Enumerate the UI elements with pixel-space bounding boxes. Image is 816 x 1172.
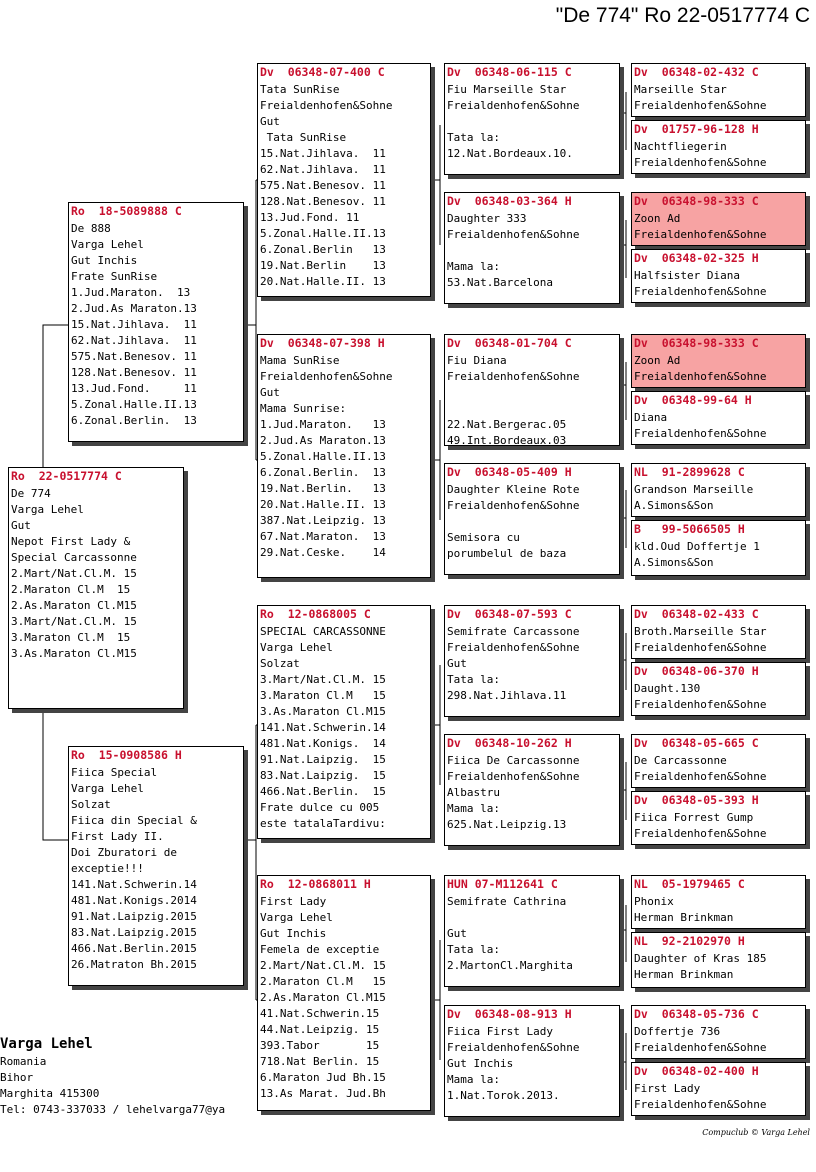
pedigree-card-ddd[interactable] bbox=[444, 1005, 620, 1117]
card-line: 5.Zonal.Halle.II.13 bbox=[260, 450, 386, 463]
card-lines bbox=[69, 221, 243, 429]
card-line: 3.Maraton Cl.M 15 bbox=[260, 689, 386, 702]
card-line: 83.Nat.Laipzig. 15 bbox=[260, 769, 386, 782]
card-line: Daughter 333 bbox=[447, 212, 527, 225]
card-line: Freialdenhofen&Sohne bbox=[634, 770, 767, 783]
card-line: De 888 bbox=[71, 222, 111, 235]
card-line: Freialdenhofen&Sohne bbox=[634, 641, 767, 654]
card-line: 13.As Marat. Jud.Bh bbox=[260, 1087, 386, 1100]
ring-number: Dv 06348-98-333 C bbox=[634, 336, 759, 350]
ring-number: Dv 06348-06-370 H bbox=[634, 664, 759, 678]
pedigree-card-g12[interactable] bbox=[631, 791, 806, 845]
card-line: Marseille Star bbox=[634, 83, 727, 96]
card-line: 2.Jud.As Maraton.13 bbox=[260, 434, 386, 447]
card-line: Varga Lehel bbox=[71, 782, 144, 795]
card-line: Mama Sunrise: bbox=[260, 402, 347, 415]
card-line: Zoon Ad bbox=[634, 354, 681, 367]
card-line: kld.Oud Doffertje 1 bbox=[634, 540, 760, 553]
card-line: Fiica din Special & bbox=[71, 814, 197, 827]
card-line: Freialdenhofen&Sohne bbox=[447, 228, 580, 241]
card-line: 2.Maraton Cl.M 15 bbox=[11, 583, 131, 596]
card-line: Freialdenhofen&Sohne bbox=[634, 99, 767, 112]
card-line: Frate SunRise bbox=[71, 270, 158, 283]
card-lines bbox=[445, 353, 619, 446]
card-line: SPECIAL CARCASSONNE bbox=[260, 625, 386, 638]
card-line: Daughter Kleine Rote bbox=[447, 483, 580, 496]
card-line: 91.Nat.Laipzig.2015 bbox=[71, 910, 197, 923]
ring-number: Ro 15-0908586 H bbox=[71, 748, 182, 762]
card-line: Mama SunRise bbox=[260, 354, 340, 367]
card-lines bbox=[258, 353, 430, 561]
card-line: Gut bbox=[11, 519, 31, 532]
ring-number: Dv 06348-05-409 H bbox=[447, 465, 572, 479]
card-line: 128.Nat.Benesov. 11 bbox=[71, 366, 197, 379]
card-line: Freialdenhofen&Sohne bbox=[260, 99, 393, 112]
card-line: Freialdenhofen&Sohne bbox=[634, 427, 767, 440]
card-line bbox=[445, 910, 619, 926]
card-line: Doffertje 736 bbox=[634, 1025, 721, 1038]
card-line: Fiica Special bbox=[71, 766, 158, 779]
card-line: 1.Nat.Torok.2013. bbox=[447, 1089, 560, 1102]
card-line: Zoon Ad bbox=[634, 212, 681, 225]
card-lines bbox=[445, 211, 619, 291]
card-line: First Lady bbox=[260, 895, 327, 908]
card-line: 2.As.Maraton Cl.M15 bbox=[11, 599, 137, 612]
card-lines bbox=[445, 894, 619, 974]
card-line: Freialdenhofen&Sohne bbox=[634, 285, 767, 298]
card-line: Gut Inchis bbox=[71, 254, 138, 267]
card-line: 1.Jud.Maraton. 13 bbox=[260, 418, 386, 431]
ring-number: Dv 06348-08-913 H bbox=[447, 1007, 572, 1021]
pedigree-card-subject[interactable] bbox=[8, 467, 184, 709]
card-line: De 774 bbox=[11, 487, 51, 500]
card-line bbox=[445, 514, 619, 530]
card-line: 29.Nat.Ceske. 14 bbox=[260, 546, 386, 559]
card-lines bbox=[632, 268, 805, 300]
card-line: 3.Mart/Nat.Cl.M. 15 bbox=[11, 615, 137, 628]
card-line: 481.Nat.Konigs.2014 bbox=[71, 894, 197, 907]
card-line: Freialdenhofen&Sohne bbox=[634, 1098, 767, 1111]
card-line: 3.Mart/Nat.Cl.M. 15 bbox=[260, 673, 386, 686]
card-line: Special Carcassonne bbox=[11, 551, 137, 564]
card-line: porumbelul de baza bbox=[447, 547, 567, 560]
ring-number: Dv 06348-03-364 H bbox=[447, 194, 572, 208]
card-line: 53.Nat.Barcelona bbox=[447, 276, 553, 289]
card-lines bbox=[632, 1024, 805, 1056]
card-line: 6.Maraton Jud Bh.15 bbox=[260, 1071, 386, 1084]
card-line: Freialdenhofen&Sohne bbox=[447, 370, 580, 383]
card-lines bbox=[632, 810, 805, 842]
ring-number: Ro 22-0517774 C bbox=[11, 469, 122, 483]
pedigree-card-g2[interactable] bbox=[631, 120, 806, 174]
card-line: Freialdenhofen&Sohne bbox=[447, 99, 580, 112]
card-line: Nachtfliegerin bbox=[634, 140, 727, 153]
card-line: Freialdenhofen&Sohne bbox=[260, 370, 393, 383]
card-line: Mama la: bbox=[447, 802, 500, 815]
card-line: Gut bbox=[260, 386, 280, 399]
card-lines bbox=[632, 410, 805, 442]
card-line: Grandson Marseille bbox=[634, 483, 754, 496]
ring-number: HUN 07-M112641 C bbox=[447, 877, 558, 891]
pedigree-card-dds[interactable] bbox=[444, 875, 620, 987]
card-line: 13.Jud.Fond. 11 bbox=[71, 382, 197, 395]
card-line: 13.Jud.Fond. 11 bbox=[260, 211, 360, 224]
ring-number: Ro 18-5089888 C bbox=[71, 204, 182, 218]
ring-number: Dv 01757-96-128 H bbox=[634, 122, 759, 136]
ring-number: NL 05-1979465 C bbox=[634, 877, 745, 891]
card-line: 5.Zonal.Halle.II.13 bbox=[71, 398, 197, 411]
card-line: Fiica First Lady bbox=[447, 1025, 553, 1038]
pedigree-card-dam[interactable] bbox=[68, 746, 244, 986]
breeder-city: Marghita 415300 bbox=[0, 1087, 100, 1100]
card-line: Gut Inchis bbox=[260, 927, 327, 940]
card-lines bbox=[632, 482, 805, 514]
card-line: Varga Lehel bbox=[11, 503, 84, 516]
card-line: 128.Nat.Benesov. 11 bbox=[260, 195, 386, 208]
card-line: 83.Nat.Laipzig.2015 bbox=[71, 926, 197, 939]
card-line: Solzat bbox=[260, 657, 300, 670]
card-line: First Lady bbox=[634, 1082, 701, 1095]
card-line: Nepot First Lady & bbox=[11, 535, 131, 548]
card-lines bbox=[445, 482, 619, 562]
card-line: Daughter of Kras 185 bbox=[634, 952, 767, 965]
card-lines bbox=[445, 1024, 619, 1104]
card-line: 62.Nat.Jihlava. 11 bbox=[260, 163, 386, 176]
card-line: Semifrate Carcassone bbox=[447, 625, 580, 638]
breeder-country: Romania bbox=[0, 1055, 47, 1068]
ring-number: Ro 12-0868005 C bbox=[260, 607, 371, 621]
credit-text: Compuclub © Varga Lehel bbox=[702, 1128, 810, 1137]
card-line: 481.Nat.Konigs. 14 bbox=[260, 737, 386, 750]
card-line: Tata SunRise bbox=[260, 83, 340, 96]
card-line: Mama la: bbox=[447, 1073, 500, 1086]
card-line: 466.Nat.Berlin.2015 bbox=[71, 942, 197, 955]
pedigree-card-g16[interactable] bbox=[631, 1062, 806, 1116]
card-line: 20.Nat.Halle.II. 13 bbox=[260, 275, 386, 288]
card-line: 44.Nat.Leipzig. 15 bbox=[260, 1023, 380, 1036]
card-lines bbox=[632, 753, 805, 785]
card-line: este tatalaTardivu: bbox=[260, 817, 386, 830]
ring-number: Dv 06348-07-398 H bbox=[260, 336, 385, 350]
pedigree-card-ssd[interactable] bbox=[444, 192, 620, 304]
card-line: 3.As.Maraton Cl.M15 bbox=[260, 705, 386, 718]
card-line: First Lady II. bbox=[71, 830, 164, 843]
card-line: Herman Brinkman bbox=[634, 968, 734, 981]
card-line: 2.MartonCl.Marghita bbox=[447, 959, 573, 972]
card-line: A.Simons&Son bbox=[634, 556, 714, 569]
breeder-info bbox=[0, 1034, 225, 1118]
card-line: 2.Jud.As Maraton.13 bbox=[71, 302, 197, 315]
card-line: 393.Tabor 15 bbox=[260, 1039, 380, 1052]
card-line: 575.Nat.Benesov. 11 bbox=[71, 350, 197, 363]
ring-number: Dv 06348-02-325 H bbox=[634, 251, 759, 265]
card-line: 2.Mart/Nat.Cl.M. 15 bbox=[11, 567, 137, 580]
card-line: 67.Nat.Maraton. 13 bbox=[260, 530, 386, 543]
card-line: 20.Nat.Halle.II. 13 bbox=[260, 498, 386, 511]
card-line: 141.Nat.Schwerin.14 bbox=[71, 878, 197, 891]
card-line: Frate dulce cu 005 bbox=[260, 801, 380, 814]
ring-number: Dv 06348-02-432 C bbox=[634, 65, 759, 79]
card-lines bbox=[9, 486, 183, 662]
ring-number: Ro 12-0868011 H bbox=[260, 877, 371, 891]
card-lines bbox=[632, 951, 805, 983]
pedigree-card-sire-dam[interactable] bbox=[257, 334, 431, 578]
card-line: Varga Lehel bbox=[71, 238, 144, 251]
card-line: Gut bbox=[447, 657, 467, 670]
page-title: "De 774" Ro 22-0517774 C bbox=[555, 4, 810, 27]
card-line: 2.Maraton Cl.M 15 bbox=[260, 975, 386, 988]
card-line: Tata la: bbox=[447, 673, 500, 686]
card-line bbox=[445, 401, 619, 417]
card-lines bbox=[632, 82, 805, 114]
ring-number: Dv 06348-02-433 C bbox=[634, 607, 759, 621]
card-line: Semifrate Cathrina bbox=[447, 895, 567, 908]
pedigree-card-dsd[interactable] bbox=[444, 734, 620, 846]
card-line: 62.Nat.Jihlava. 11 bbox=[71, 334, 197, 347]
card-line bbox=[445, 385, 619, 401]
breeder-contact: Tel: 0743-337033 / lehelvarga77@ya bbox=[0, 1103, 226, 1116]
card-line: Varga Lehel bbox=[260, 911, 333, 924]
card-line: Gut bbox=[260, 115, 280, 128]
ring-number: Dv 06348-05-736 C bbox=[634, 1007, 759, 1021]
card-line: 15.Nat.Jihlava. 11 bbox=[71, 318, 197, 331]
card-line: 718.Nat Berlin. 15 bbox=[260, 1055, 380, 1068]
card-line: Freialdenhofen&Sohne bbox=[447, 770, 580, 783]
card-line: 41.Nat.Schwerin.15 bbox=[260, 1007, 380, 1020]
ring-number: NL 91-2899628 C bbox=[634, 465, 745, 479]
pedigree-card-sire[interactable] bbox=[68, 202, 244, 442]
card-line: Albastru bbox=[447, 786, 500, 799]
card-line: Gut bbox=[447, 927, 467, 940]
card-line: Freialdenhofen&Sohne bbox=[634, 698, 767, 711]
card-line: Halfsister Diana bbox=[634, 269, 740, 282]
card-line: Fiu Diana bbox=[447, 354, 507, 367]
card-lines bbox=[632, 681, 805, 713]
pedigree-card-dam-dam[interactable] bbox=[257, 875, 431, 1111]
card-line: Diana bbox=[634, 411, 668, 424]
pedigree-card-g3[interactable] bbox=[631, 192, 806, 246]
card-line: Freialdenhofen&Sohne bbox=[447, 499, 580, 512]
pedigree-card-g8[interactable] bbox=[631, 520, 806, 576]
pedigree-card-sdd[interactable] bbox=[444, 463, 620, 575]
card-line: Mama la: bbox=[447, 260, 500, 273]
card-line: exceptie!!! bbox=[71, 862, 144, 875]
pedigree-card-g9[interactable] bbox=[631, 605, 806, 659]
ring-number: Dv 06348-07-400 C bbox=[260, 65, 385, 79]
card-line: 6.Zonal.Berlin. 13 bbox=[71, 414, 197, 427]
card-line: Freialdenhofen&Sohne bbox=[447, 641, 580, 654]
ring-number: Dv 06348-05-393 H bbox=[634, 793, 759, 807]
card-line: Broth.Marseille Star bbox=[634, 625, 767, 638]
card-line bbox=[445, 243, 619, 259]
card-line: 12.Nat.Bordeaux.10. bbox=[447, 147, 573, 160]
card-line: Doi Zburatori de bbox=[71, 846, 177, 859]
card-line: 1.Jud.Maraton. 13 bbox=[71, 286, 191, 299]
card-line: 26.Matraton Bh.2015 bbox=[71, 958, 197, 971]
card-line: Fiu Marseille Star bbox=[447, 83, 567, 96]
pedigree-card-dss[interactable] bbox=[444, 605, 620, 717]
card-lines bbox=[258, 624, 430, 832]
card-line: 19.Nat.Berlin 13 bbox=[260, 259, 386, 272]
card-lines bbox=[632, 139, 805, 171]
card-lines bbox=[632, 353, 805, 385]
card-lines bbox=[632, 1081, 805, 1113]
card-line: 5.Zonal.Halle.II.13 bbox=[260, 227, 386, 240]
card-line: Fiica Forrest Gump bbox=[634, 811, 754, 824]
card-line: Tata la: bbox=[447, 131, 500, 144]
card-line: 2.Mart/Nat.Cl.M. 15 bbox=[260, 959, 386, 972]
card-line: 466.Nat.Berlin. 15 bbox=[260, 785, 386, 798]
card-lines bbox=[258, 82, 430, 290]
card-line: A.Simons&Son bbox=[634, 499, 714, 512]
card-line: Gut Inchis bbox=[447, 1057, 514, 1070]
ring-number: Dv 06348-98-333 C bbox=[634, 194, 759, 208]
pedigree-card-g4[interactable] bbox=[631, 249, 806, 303]
card-line: Freialdenhofen&Sohne bbox=[634, 1041, 767, 1054]
ring-number: B 99-5066505 H bbox=[634, 522, 745, 536]
card-line: 15.Nat.Jihlava. 11 bbox=[260, 147, 386, 160]
ring-number: Dv 06348-06-115 C bbox=[447, 65, 572, 79]
card-line: 49.Int.Bordeaux.03 bbox=[447, 434, 567, 446]
card-lines bbox=[258, 894, 430, 1102]
card-lines bbox=[445, 624, 619, 704]
pedigree-card-g13[interactable] bbox=[631, 875, 806, 929]
pedigree-card-g14[interactable] bbox=[631, 932, 806, 988]
card-line: Freialdenhofen&Sohne bbox=[634, 370, 767, 383]
pedigree-card-g6[interactable] bbox=[631, 391, 806, 445]
card-line: Freialdenhofen&Sohne bbox=[447, 1041, 580, 1054]
card-lines bbox=[445, 753, 619, 833]
card-line: 3.Maraton Cl.M 15 bbox=[11, 631, 131, 644]
card-line: 625.Nat.Leipzig.13 bbox=[447, 818, 567, 831]
ring-number: Dv 06348-05-665 C bbox=[634, 736, 759, 750]
card-line: Freialdenhofen&Sohne bbox=[634, 228, 767, 241]
ring-number: Dv 06348-01-704 C bbox=[447, 336, 572, 350]
card-line: Freialdenhofen&Sohne bbox=[634, 156, 767, 169]
pedigree-card-g10[interactable] bbox=[631, 662, 806, 716]
card-line: 6.Zonal.Berlin. 13 bbox=[260, 466, 386, 479]
card-line: Herman Brinkman bbox=[634, 911, 734, 924]
pedigree-card-sds[interactable] bbox=[444, 334, 620, 446]
card-line: Semisora cu bbox=[447, 531, 520, 544]
card-line: 387.Nat.Leipzig. 13 bbox=[260, 514, 386, 527]
card-lines bbox=[632, 211, 805, 243]
breeder-name: Varga Lehel bbox=[0, 1036, 93, 1052]
card-lines bbox=[632, 539, 805, 571]
pedigree-card-sire-sire[interactable] bbox=[257, 63, 431, 297]
card-lines bbox=[69, 765, 243, 973]
pedigree-card-dam-sire[interactable] bbox=[257, 605, 431, 839]
card-line: De Carcassonne bbox=[634, 754, 727, 767]
card-line: Fiica De Carcassonne bbox=[447, 754, 580, 767]
card-line: 575.Nat.Benesov. 11 bbox=[260, 179, 386, 192]
card-line: Solzat bbox=[71, 798, 111, 811]
pedigree-card-g1[interactable] bbox=[631, 63, 806, 117]
card-line: Tata SunRise bbox=[260, 131, 347, 144]
card-line: 6.Zonal.Berlin 13 bbox=[260, 243, 386, 256]
card-line: 91.Nat.Laipzig. 15 bbox=[260, 753, 386, 766]
card-line: 2.As.Maraton Cl.M15 bbox=[260, 991, 386, 1004]
pedigree-card-sss[interactable] bbox=[444, 63, 620, 175]
breeder-county: Bihor bbox=[0, 1071, 34, 1084]
card-line: Femela de exceptie bbox=[260, 943, 380, 956]
pedigree-card-g5[interactable] bbox=[631, 334, 806, 388]
ring-number: Dv 06348-07-593 C bbox=[447, 607, 572, 621]
ring-number: Dv 06348-99-64 H bbox=[634, 393, 752, 407]
card-lines bbox=[632, 624, 805, 656]
card-line: 298.Nat.Jihlava.11 bbox=[447, 689, 567, 702]
card-line: Varga Lehel bbox=[260, 641, 333, 654]
pedigree-card-g11[interactable] bbox=[631, 734, 806, 788]
ring-number: Dv 06348-02-400 H bbox=[634, 1064, 759, 1078]
ring-number: Dv 06348-10-262 H bbox=[447, 736, 572, 750]
card-line: Daught.130 bbox=[634, 682, 701, 695]
pedigree-card-g7[interactable] bbox=[631, 463, 806, 517]
card-line: 141.Nat.Schwerin.14 bbox=[260, 721, 386, 734]
ring-number: NL 92-2102970 H bbox=[634, 934, 745, 948]
card-line: Freialdenhofen&Sohne bbox=[634, 827, 767, 840]
card-lines bbox=[632, 894, 805, 926]
card-line: 22.Nat.Bergerac.05 bbox=[447, 418, 567, 431]
card-line bbox=[445, 114, 619, 130]
card-line: Tata la: bbox=[447, 943, 500, 956]
card-line: Phonix bbox=[634, 895, 674, 908]
pedigree-card-g15[interactable] bbox=[631, 1005, 806, 1059]
card-lines bbox=[445, 82, 619, 162]
card-line: 19.Nat.Berlin. 13 bbox=[260, 482, 386, 495]
card-line: 3.As.Maraton Cl.M15 bbox=[11, 647, 137, 660]
